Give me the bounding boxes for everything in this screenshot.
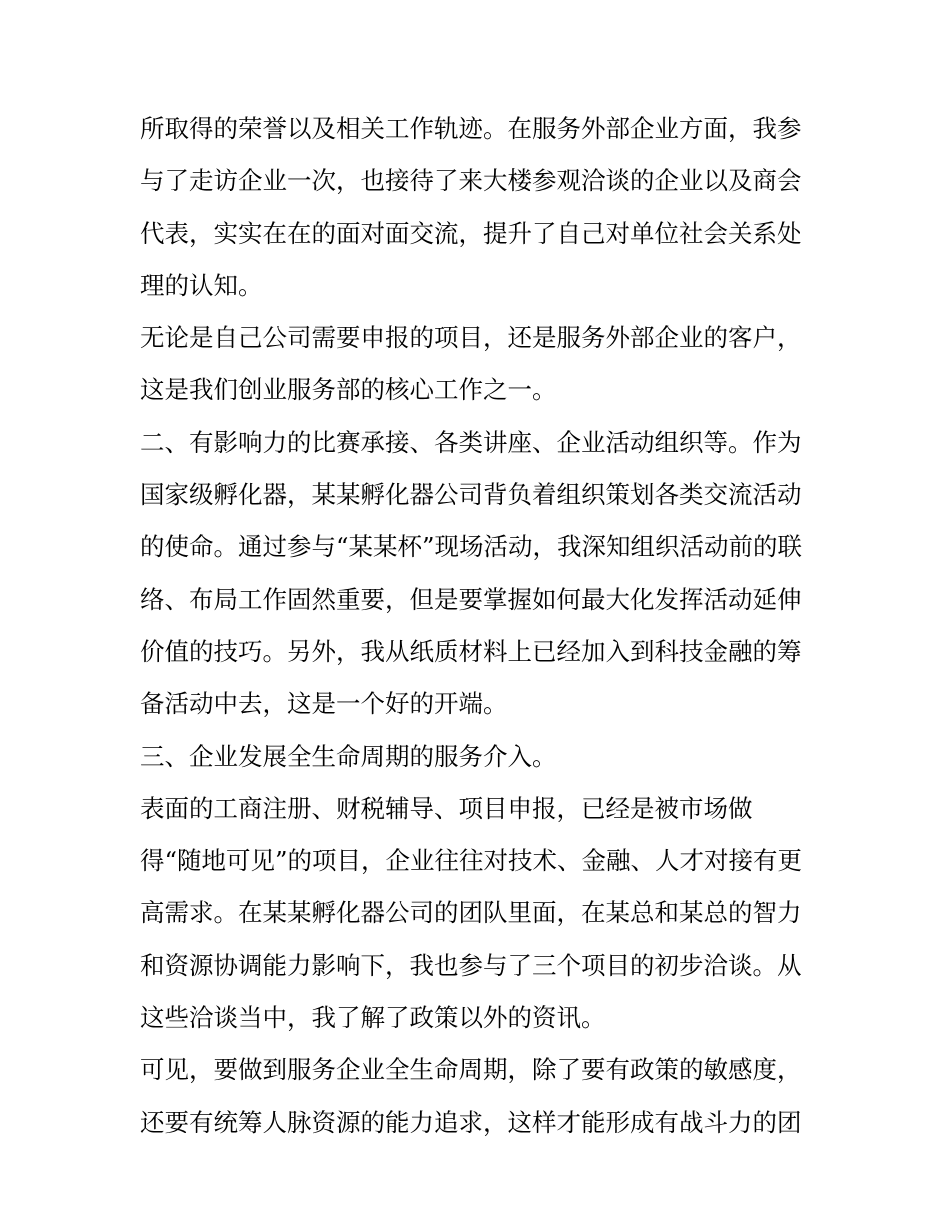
text-line: 代表，实实在在的面对面交流，提升了自己对单位社会关系处: [140, 218, 802, 248]
text-line: 备活动中去，这是一个好的开端。: [140, 689, 508, 719]
text-line: 高需求。在某某孵化器公司的团队里面，在某总和某总的智力: [140, 898, 802, 928]
text-line: 络、布局工作固然重要，但是要掌握如何最大化发挥活动延伸: [140, 584, 802, 614]
text-line: 价值的技巧。另外，我从纸质材料上已经加入到科技金融的筹: [140, 636, 802, 666]
text-line: 所取得的荣誉以及相关工作轨迹。在服务外部企业方面，我参: [140, 114, 802, 143]
text-line: 得“随地可见”的项目，企业往往对技术、金融、人才对接有更: [140, 846, 803, 876]
text-line: 和资源协调能力影响下，我也参与了三个项目的初步洽谈。从: [140, 950, 802, 980]
text-line: 还要有统筹人脉资源的能力追求，这样才能形成有战斗力的团: [140, 1107, 802, 1137]
text-line: 无论是自己公司需要申报的项目，还是服务外部企业的客户，: [140, 323, 802, 353]
text-line: 理的认知。: [140, 270, 263, 300]
text-line: 与了走访企业一次，也接待了来大楼参观洽谈的企业以及商会: [140, 166, 802, 196]
text-line: 可见，要做到服务企业全生命周期，除了要有政策的敏感度，: [140, 1055, 802, 1085]
text-line: 这是我们创业服务部的核心工作之一。: [140, 375, 557, 405]
text-line: 三、企业发展全生命周期的服务介入。: [140, 741, 557, 771]
text-line: 国家级孵化器，某某孵化器公司背负着组织策划各类交流活动: [140, 480, 802, 510]
text-line: 的使命。通过参与“某某杯”现场活动，我深知组织活动前的联: [140, 532, 803, 562]
document-body: [140, 103, 820, 1149]
text-line: 表面的工商注册、财税辅导、项目申报，已经是被市场做: [140, 793, 753, 823]
text-line: 这些洽谈当中，我了解了政策以外的资讯。: [140, 1003, 606, 1033]
text-line: 二、有影响力的比赛承接、各类讲座、企业活动组织等。作为: [140, 427, 802, 457]
